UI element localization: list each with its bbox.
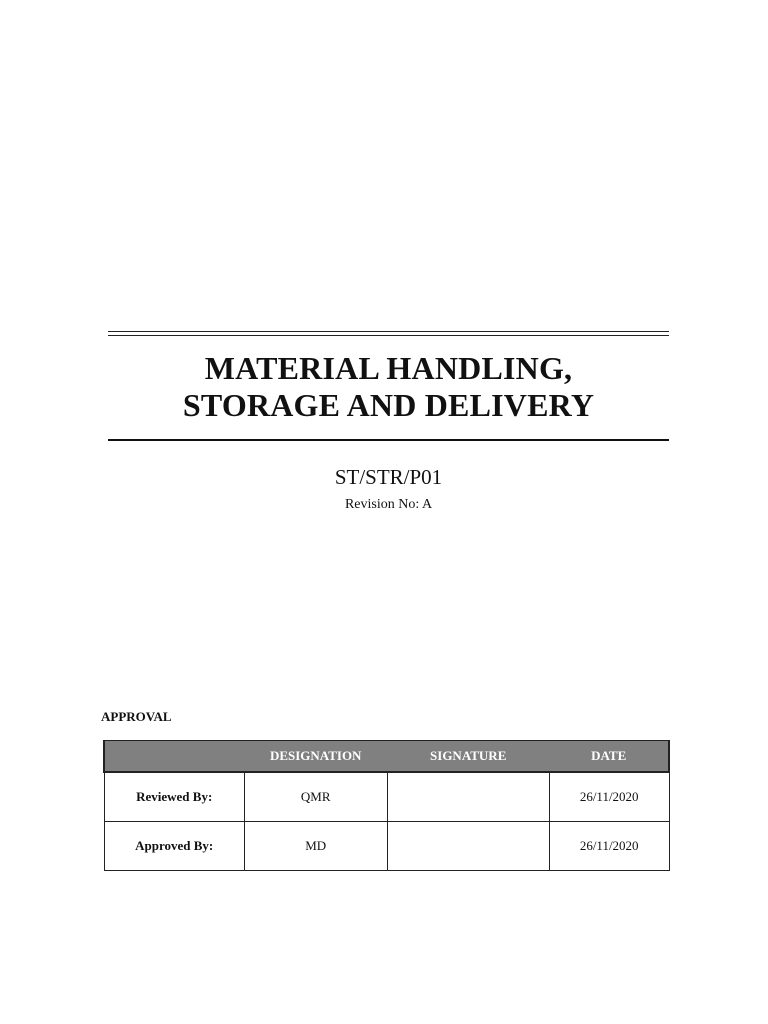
table-row-approved xyxy=(104,822,669,871)
revision-number: Revision No: A xyxy=(344,497,433,512)
table-row-reviewed xyxy=(104,772,669,822)
signature-cell xyxy=(387,822,549,871)
date-cell: 26/11/2020 xyxy=(549,822,669,871)
header-cell-designation: DESIGNATION xyxy=(244,741,387,773)
title-top-double-rule xyxy=(108,331,669,336)
header-cell-date: DATE xyxy=(549,741,669,773)
approval-heading: APPROVAL xyxy=(101,709,172,724)
title-bottom-rule xyxy=(108,439,669,441)
header-cell-signature: SIGNATURE xyxy=(387,741,549,773)
row-label-approved-by: Approved By: xyxy=(104,822,244,871)
designation-cell: QMR xyxy=(244,772,387,822)
approval-table xyxy=(103,740,670,871)
document-title xyxy=(108,350,669,424)
approval-table-header-row xyxy=(104,741,669,773)
header-cell-blank xyxy=(104,741,244,773)
document-code: ST/STR/P01 xyxy=(334,465,443,489)
document-title-line-1: MATERIAL HANDLING, xyxy=(204,350,573,386)
document-title-line-2: STORAGE AND DELIVERY xyxy=(182,387,595,423)
designation-cell: MD xyxy=(244,822,387,871)
date-cell: 26/11/2020 xyxy=(549,772,669,822)
row-label-reviewed-by: Reviewed By: xyxy=(104,772,244,822)
signature-cell xyxy=(387,772,549,822)
